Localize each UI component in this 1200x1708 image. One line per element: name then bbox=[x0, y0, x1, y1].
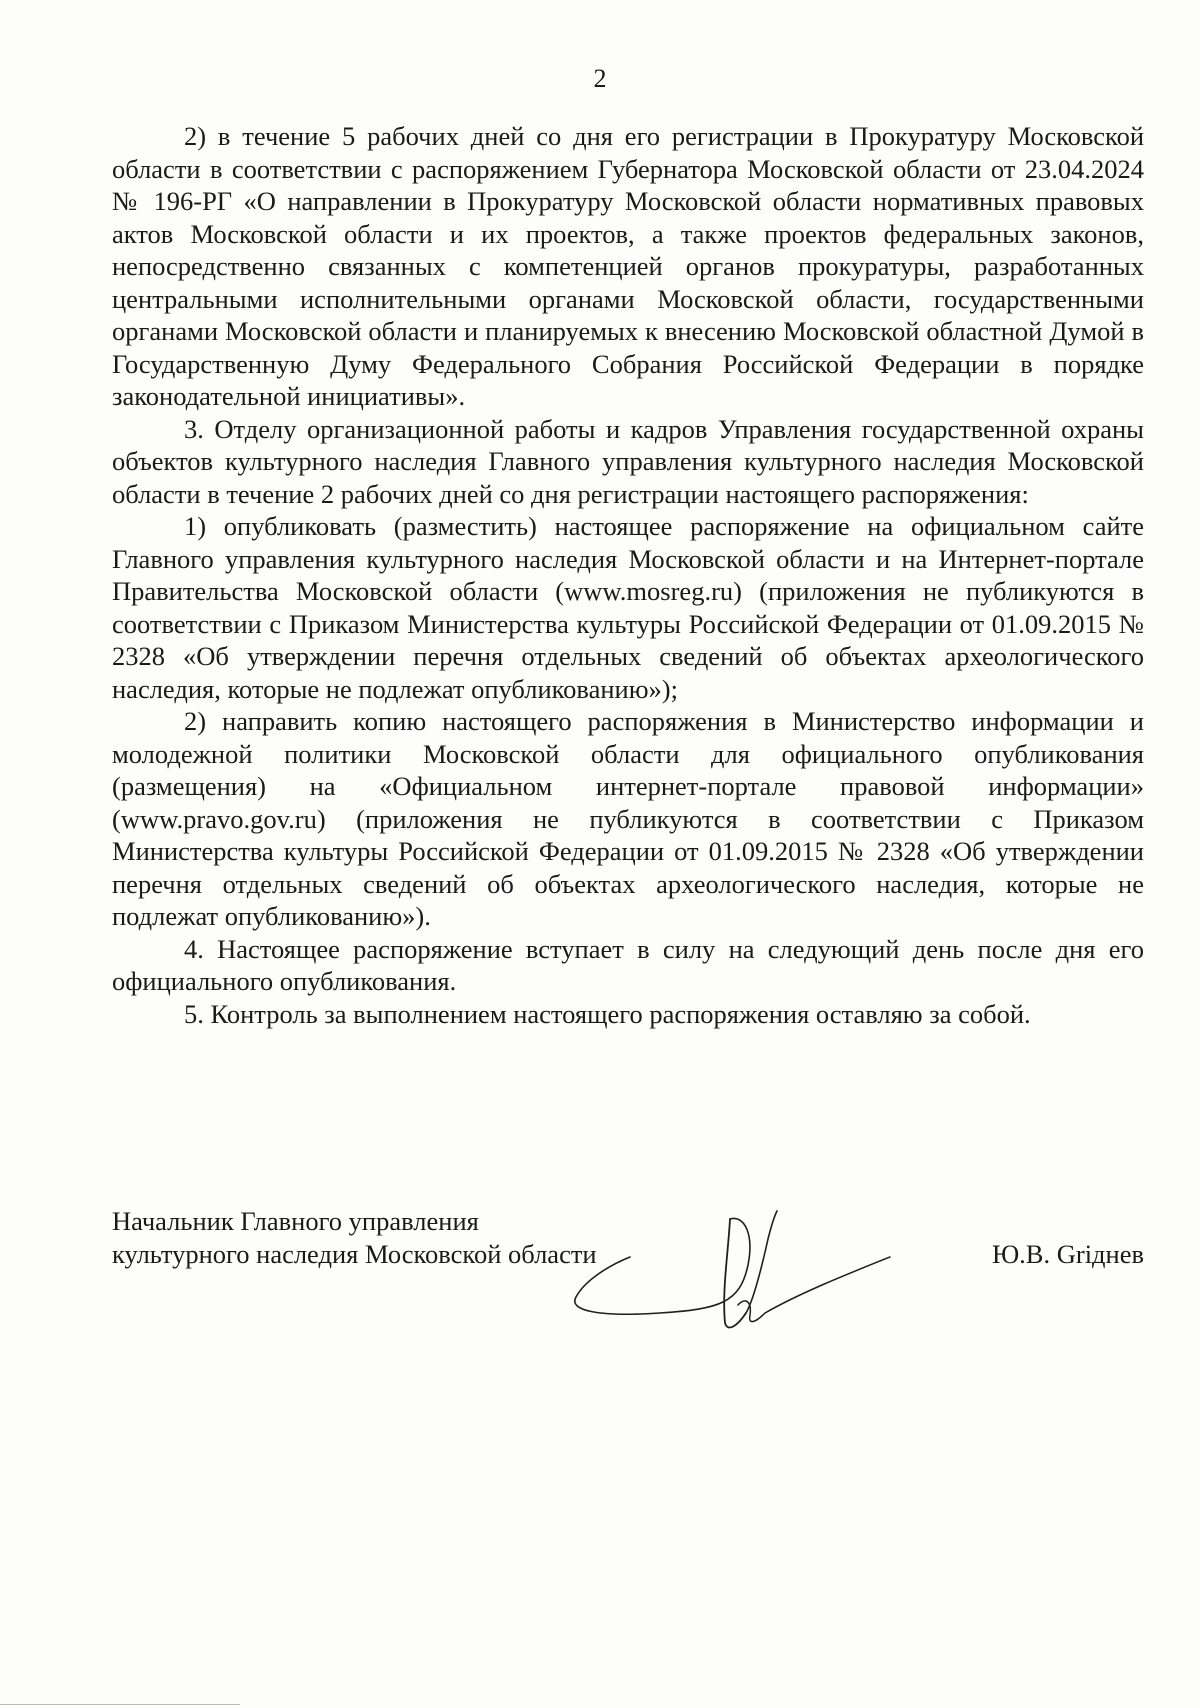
paragraph-point-5-control: 5. Контроль за выполнением настоящего распоряжения оставляю за собой. bbox=[184, 998, 1031, 1029]
scan-edge-rule bbox=[0, 1704, 240, 1705]
signatory-name: Ю.В. Griднев bbox=[991, 1239, 1144, 1269]
paragraph-point-4-effective: 4. Настоящее распоряжение вступает в силу на следующий день после дня его официального опубликования. bbox=[112, 933, 1144, 996]
document-body bbox=[112, 120, 1144, 1030]
paragraph-item-1-publish: 1) опубликовать (разместить) настоящее распоряжение на официальном сайте Главного управления культурного наследия Московской области и на Интернет-портале Правительства Московской области (www.mosreg.ru) (приложения не публикуются в соответствии с Приказом Министерства культуры Российской Федерации от 01.09.2015 № 2328 «Об утверждении перечня отдельных сведений об объектах археологического наследия, которые не подлежат опубликованию»); bbox=[112, 511, 1144, 704]
signatory-title-line-1: Начальник Главного управления bbox=[112, 1206, 479, 1236]
paragraph-item-2-send-copy: 2) направить копию настоящего распоряжения в Министерство информации и молодежной политики Московской области для официального опубликования (размещения) на «Официальном интернет-портале правовой информации» (www.pravo.gov.ru) (приложения не публикуются в соответствии с Приказом Министерства культуры Российской Федерации от 01.09.2015 № 2328 «Об утверждении перечня отдельных сведений об объектах археологического наследия, которые не подлежат опубликованию»). bbox=[112, 706, 1144, 931]
signatory-title-line-2: культурного наследия Московской области bbox=[112, 1239, 597, 1269]
paragraph-item-2-prosecutor: 2) в течение 5 рабочих дней со дня его регистрации в Прокуратуру Московской области в соответствии с распоряжением Губернатора Московской области от 23.04.2024 № 196-РГ «О направлении в Прокуратуру Московской области нормативных правовых актов Московской области и их проектов, а также проектов федеральных законов, непосредственно связанных с компетенцией органов прокуратуры, разработанных центральными исполнительными органами Московской области, государственными органами Московской области и планируемых к внесению Московской областной Думой в Государственную Думу Федерального Собрания Российской Федерации в порядке законодательной инициативы». bbox=[112, 121, 1144, 411]
page-number: 2 bbox=[593, 64, 607, 93]
paragraph-point-3-assignment: 3. Отделу организационной работы и кадров Управления государственной охраны объектов культурного наследия Главного управления культурного наследия Московской области в течение 2 рабочих дней со дня регистрации настоящего распоряжения: bbox=[112, 413, 1144, 509]
handwritten-signature bbox=[570, 1205, 910, 1340]
